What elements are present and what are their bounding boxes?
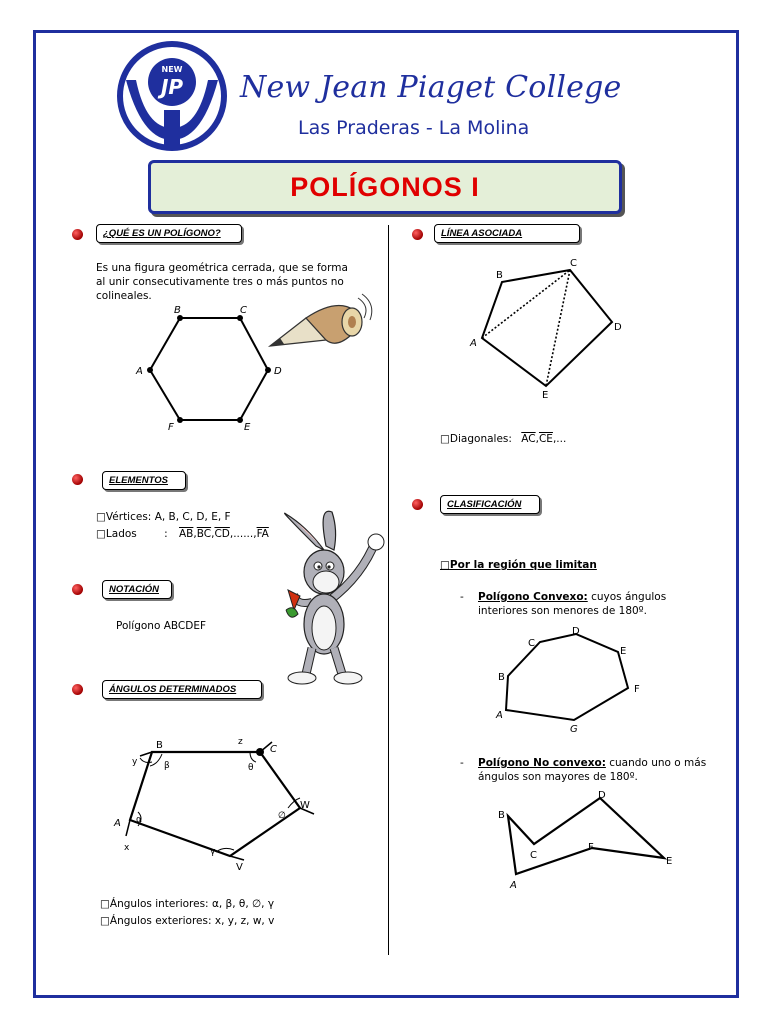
nc-label-d: D: [598, 790, 606, 801]
interior-angles-label: Ángulos interiores:: [109, 898, 209, 910]
beta-label: β: [164, 761, 170, 771]
convexo-title: Polígono Convexo:: [478, 591, 588, 603]
convexo-desc-1: cuyos ángulos: [591, 591, 667, 603]
section-tag-que-es: ¿QUÉ ES UN POLÍGONO?: [96, 224, 242, 243]
pent-label-e: E: [542, 390, 549, 401]
definition-line-2: al unir consecutivamente tres o más puntos no: [96, 276, 344, 288]
checkbox-glyph-icon: □: [440, 559, 450, 571]
noconvexo-desc-2: ángulos son mayores de 180º.: [478, 771, 638, 783]
diagonal-ce: $\overline{CE}$: [538, 433, 553, 445]
college-name: New Jean Piaget College: [240, 70, 622, 105]
hex-label-b: B: [174, 305, 181, 316]
hex-label-d: D: [274, 366, 282, 377]
nc-label-f: F: [588, 842, 594, 853]
alpha-label: α: [136, 815, 142, 825]
noconvexo-dash: -: [460, 757, 464, 769]
exterior-angles-row: [100, 914, 274, 928]
diagonal-ellipsis: ,...: [552, 433, 567, 445]
bunny-clipart: [272, 506, 392, 694]
hex-label-a: A: [136, 366, 143, 377]
interior-angles-value: α, β, θ, ∅, γ: [211, 898, 275, 910]
gamma-label: γ: [210, 847, 216, 857]
diagonals-label: Diagonales:: [449, 433, 512, 445]
angle-label-c: C: [270, 744, 277, 755]
angle-label-w: W: [300, 800, 310, 811]
noconvexo-desc-1: cuando uno o más: [609, 757, 707, 769]
title-box: [148, 160, 622, 214]
side-bc: $\overline{BC}$: [196, 528, 212, 540]
hex-label-e: E: [244, 422, 251, 433]
pent-label-c: C: [570, 258, 577, 269]
side-ab: $\overline{AB}$: [179, 528, 194, 540]
noconvexo-text: [478, 756, 708, 784]
checkbox-glyph-icon: □: [96, 511, 106, 523]
lados-row: □Lados : $\overline{AB},\overline{BC},\overline{CD},......,\overline{FA}$: [96, 528, 269, 540]
nc-label-b: B: [498, 810, 505, 821]
vertices-label: Vértices:: [105, 511, 152, 523]
convexo-dash: -: [460, 591, 464, 603]
bullet-icon: [72, 584, 83, 595]
nc-label-e: E: [666, 856, 673, 867]
bullet-icon: [412, 499, 423, 510]
exterior-angles-label: Ángulos exteriores:: [109, 915, 212, 927]
conv-label-g: G: [570, 724, 578, 734]
pentagon-diagonals-diagram: [462, 254, 632, 404]
convex-polygon-diagram: [488, 622, 648, 734]
empty-set-label: ∅: [278, 811, 286, 821]
definition-line-3: colineales.: [96, 290, 152, 302]
vertices-row: [96, 510, 231, 524]
conv-label-f: F: [634, 684, 640, 695]
angle-label-a: A: [114, 818, 121, 829]
checkbox-glyph-icon: □: [96, 528, 106, 540]
logo-initials: JP: [160, 75, 184, 99]
bullet-icon: [72, 684, 83, 695]
nc-label-a: A: [510, 880, 517, 891]
checkbox-glyph-icon: □: [100, 915, 110, 927]
angle-label-b: B: [156, 740, 163, 751]
section-tag-angulos: ÁNGULOS DETERMINADOS: [102, 680, 262, 699]
angle-label-v: V: [236, 862, 243, 873]
college-logo: [112, 40, 232, 152]
region-heading-text: Por la región que limitan: [449, 559, 597, 571]
side-ellipsis: ,......,: [229, 528, 257, 540]
section-tag-clasificacion: CLASIFICACIÓN: [440, 495, 540, 514]
section-tag-linea: LÍNEA ASOCIADA: [434, 224, 580, 243]
side-fa: $\overline{FA}$: [256, 528, 269, 540]
diagonals-row: □Diagonales: $\overline{AC},\overline{CE}$,...: [440, 433, 567, 445]
section-tag-notacion: NOTACIÓN: [102, 580, 172, 599]
notacion-value: Polígono ABCDEF: [116, 620, 207, 632]
nonconvex-polygon-diagram: [488, 786, 688, 898]
ext-label-y: y: [132, 757, 138, 767]
nc-label-c: C: [530, 850, 537, 861]
convexo-text: [478, 590, 698, 618]
conv-label-b: B: [498, 672, 505, 683]
angles-diagram: [100, 728, 330, 888]
definition-line-1: Es una figura geométrica cerrada, que se forma: [96, 262, 348, 274]
conv-label-d: D: [572, 626, 580, 637]
bullet-icon: [72, 474, 83, 485]
conv-label-a: A: [496, 710, 503, 721]
noconvexo-title: Polígono No convexo:: [478, 757, 606, 769]
conv-label-e: E: [620, 646, 627, 657]
page-title: POLÍGONOS I: [290, 171, 480, 202]
pent-label-a: A: [470, 338, 477, 349]
ext-label-x: x: [124, 843, 130, 853]
college-location: Las Praderas - La Molina: [298, 117, 530, 139]
conv-label-c: C: [528, 638, 535, 649]
bullet-icon: [412, 229, 423, 240]
exterior-angles-value: x, y, z, w, v: [214, 915, 275, 927]
lados-label: Lados: [105, 528, 137, 540]
convexo-desc-2: interiores son menores de 180º.: [478, 605, 647, 617]
logo-new-text: NEW: [161, 65, 183, 74]
side-cd: $\overline{CD}$: [214, 528, 230, 540]
region-heading: [440, 558, 597, 572]
diagonal-ac: $\overline{AC}$: [521, 433, 536, 445]
interior-angles-row: [100, 897, 274, 911]
hex-label-f: F: [168, 422, 174, 433]
hex-label-c: C: [240, 305, 247, 316]
pent-label-b: B: [496, 270, 503, 281]
ext-label-z: z: [238, 737, 243, 747]
lados-separator: :: [164, 528, 168, 540]
section-tag-elementos: ELEMENTOS: [102, 471, 186, 490]
checkbox-glyph-icon: □: [440, 433, 450, 445]
pencil-clipart: [266, 288, 376, 358]
pent-label-d: D: [614, 322, 622, 333]
checkbox-glyph-icon: □: [100, 898, 110, 910]
vertices-value: A, B, C, D, E, F: [154, 511, 231, 523]
theta-label: θ: [248, 763, 254, 773]
bullet-icon: [72, 229, 83, 240]
